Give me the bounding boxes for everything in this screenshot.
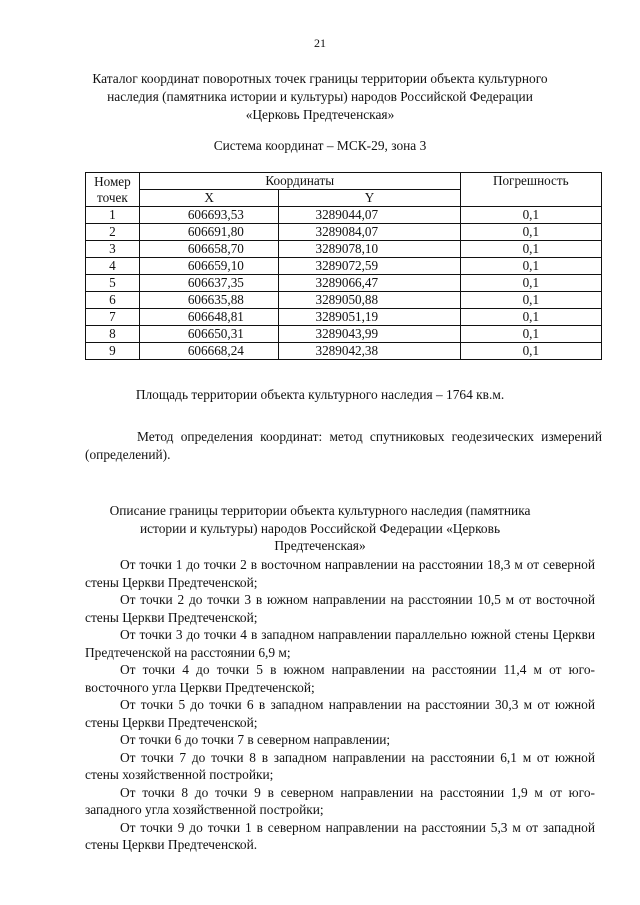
point-number-cell: 7 <box>86 309 140 326</box>
error-cell: 0,1 <box>460 275 601 292</box>
table-row <box>86 241 602 258</box>
x-coordinate-cell: 606693,53 <box>139 207 279 224</box>
y-coordinate-cell: 3289084,07 <box>279 224 460 241</box>
method-text: Метод определения координат: метод спутниковых геодезических измерений (определений). <box>85 429 602 462</box>
point-number-cell: 4 <box>86 258 140 275</box>
method-paragraph <box>85 428 602 464</box>
catalog-title: Каталог координат поворотных точек границы территории объекта культурного наследия (памятника истории и культуры) народов Российской Федерации «Церковь Предтеченская» <box>92 71 548 122</box>
error-cell: 0,1 <box>460 309 601 326</box>
boundary-segment-paragraph: От точки 7 до точки 8 в западном направлении на расстоянии 6,1 м от южной стены хозяйственной постройки; <box>85 749 595 782</box>
y-coordinate-cell: 3289044,07 <box>279 207 460 224</box>
table-row <box>86 224 602 241</box>
coordinate-system: Система координат – МСК-29, зона 3 <box>213 138 427 153</box>
y-coordinate-cell: 3289072,59 <box>279 258 460 275</box>
boundary-segment-paragraph: От точки 5 до точки 6 в западном направлении на расстоянии 30,3 м от южной стены Церкви Предтеченской; <box>85 697 595 730</box>
table-row <box>86 207 602 224</box>
point-number-cell: 6 <box>86 292 140 309</box>
error-cell: 0,1 <box>460 224 601 241</box>
y-coordinate-cell: 3289066,47 <box>279 275 460 292</box>
boundary-segment-paragraph: От точки 4 до точки 5 в южном направлении на расстоянии 11,4 м от юго-восточного угла Церкви Предтеченской; <box>85 662 595 695</box>
boundary-segment-paragraph: От точки 2 до точки 3 в южном направлении на расстоянии 10,5 м от восточной стены Церкви Предтеченской; <box>85 592 595 625</box>
y-coordinate-cell: 3289042,38 <box>279 343 460 360</box>
coordinates-table-body <box>86 173 602 360</box>
table-row <box>86 343 602 360</box>
y-coordinate-cell: 3289050,88 <box>279 292 460 309</box>
table-row <box>86 292 602 309</box>
header-point-number: Номер точек <box>86 173 140 207</box>
boundary-segment-paragraph: От точки 8 до точки 9 в северном направлении на расстоянии 1,9 м от юго-западного угла хозяйственной постройки; <box>85 784 595 817</box>
x-coordinate-cell: 606650,31 <box>139 326 279 343</box>
point-number-cell: 8 <box>86 326 140 343</box>
point-number-cell: 3 <box>86 241 140 258</box>
boundary-segment-paragraph: От точки 9 до точки 1 в северном направлении на расстоянии 5,3 м от западной стены Церкви Предтеченской. <box>85 819 595 852</box>
x-coordinate-cell: 606637,35 <box>139 275 279 292</box>
error-cell: 0,1 <box>460 292 601 309</box>
x-coordinate-cell: 606691,80 <box>139 224 279 241</box>
table-row <box>86 275 602 292</box>
y-coordinate-cell: 3289043,99 <box>279 326 460 343</box>
boundary-segment-paragraph: От точки 6 до точки 7 в северном направлении; <box>120 732 391 747</box>
x-coordinate-cell: 606648,81 <box>139 309 279 326</box>
error-cell: 0,1 <box>460 343 601 360</box>
header-y: Y <box>279 190 460 207</box>
table-row <box>86 326 602 343</box>
boundary-description <box>85 556 595 854</box>
header-x: X <box>139 190 279 207</box>
description-title: Описание границы территории объекта культурного наследия (памятника истории и культуры) народов Российской Федерации «Церковь Предтеченская» <box>109 503 531 553</box>
x-coordinate-cell: 606659,10 <box>139 258 279 275</box>
boundary-segment-paragraph: От точки 3 до точки 4 в западном направлении параллельно южной стены Церкви Предтеченской на расстоянии 6,9 м; <box>85 627 595 660</box>
error-cell: 0,1 <box>460 207 601 224</box>
error-cell: 0,1 <box>460 258 601 275</box>
table-row <box>86 258 602 275</box>
y-coordinate-cell: 3289078,10 <box>279 241 460 258</box>
error-cell: 0,1 <box>460 326 601 343</box>
point-number-cell: 1 <box>86 207 140 224</box>
page-number: 21 <box>314 36 326 50</box>
boundary-segment-paragraph: От точки 1 до точки 2 в восточном направлении на расстоянии 18,3 м от северной стены Церкви Предтеченской; <box>85 557 595 590</box>
error-cell: 0,1 <box>460 241 601 258</box>
header-coordinates: Координаты <box>139 173 460 190</box>
x-coordinate-cell: 606658,70 <box>139 241 279 258</box>
table-row <box>86 309 602 326</box>
x-coordinate-cell: 606668,24 <box>139 343 279 360</box>
header-error: Погрешность <box>460 173 601 207</box>
area-text: Площадь территории объекта культурного наследия – 1764 кв.м. <box>135 387 505 402</box>
point-number-cell: 2 <box>86 224 140 241</box>
x-coordinate-cell: 606635,88 <box>139 292 279 309</box>
y-coordinate-cell: 3289051,19 <box>279 309 460 326</box>
coordinates-table <box>85 172 602 360</box>
point-number-cell: 5 <box>86 275 140 292</box>
point-number-cell: 9 <box>86 343 140 360</box>
table-header-row <box>86 173 602 190</box>
